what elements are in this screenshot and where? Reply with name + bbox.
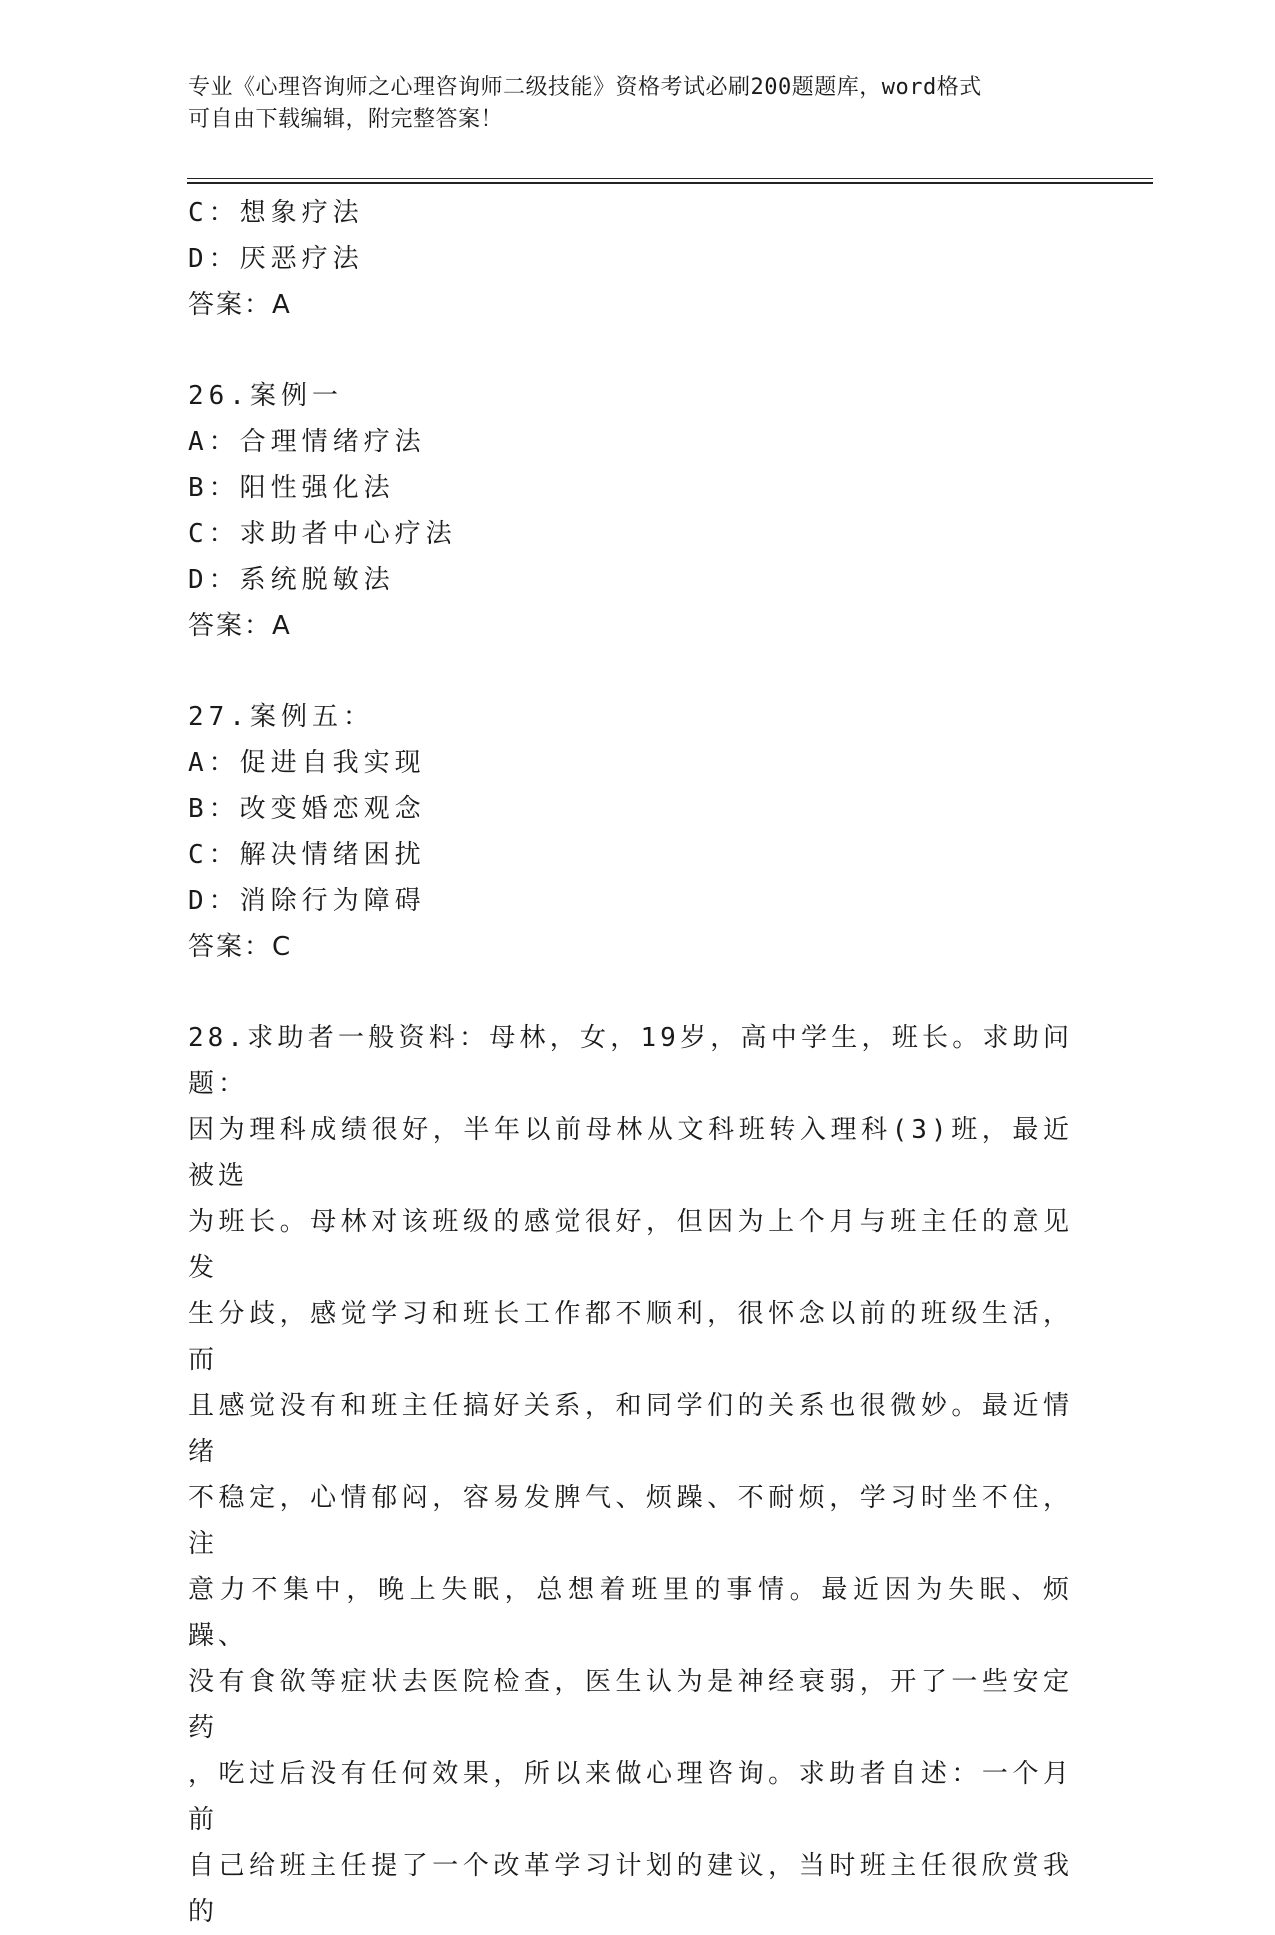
question-28-line: 不稳定，心情郁闷，容易发脾气、烦躁、不耐烦，学习时坐不住，注 [188,1483,1073,1559]
question-28-line: 28.求助者一般资料：母林，女，19岁，高中学生，班长。求助问题： [188,1023,1073,1099]
header-divider-thin [187,178,1153,179]
option-c: C：想象疗法 [188,198,364,228]
question-28 [188,1015,1073,1935]
answer-line: 答案：A [188,290,292,320]
option-a: A：促进自我实现 [188,748,426,778]
question-28-line: 因为理科成绩很好，半年以前母林从文科班转入理科(3)班，最近被选 [188,1115,1073,1191]
header-divider-thick [187,182,1153,184]
question-28-line: 为班长。母林对该班级的感觉很好，但因为上个月与班主任的意见发 [188,1207,1073,1283]
question-28-line: 意力不集中，晚上失眠，总想着班里的事情。最近因为失眠、烦躁、 [188,1575,1073,1651]
option-d: D：消除行为障碍 [188,886,426,916]
option-b: B：改变婚恋观念 [188,794,426,824]
question-26 [188,373,1078,649]
question-28-line: 自己给班主任提了一个改革学习计划的建议，当时班主任很欣赏我的 [188,1851,1073,1927]
header-title-line-2: 可自由下载编辑，附完整答案！ [188,107,504,132]
question-28-line: 且感觉没有和班主任搞好关系，和同学们的关系也很微妙。最近情绪 [188,1391,1073,1467]
option-d: D：厌恶疗法 [188,244,364,274]
header-title-line-1: 专业《心理咨询师之心理咨询师二级技能》资格考试必刷200题题库，word格式 [188,75,982,100]
option-d: D：系统脱敏法 [188,565,395,595]
question-stem: 27.案例五： [188,702,374,732]
option-c: C：解决情绪困扰 [188,840,426,870]
option-c: C：求助者中心疗法 [188,519,457,549]
option-b: B：阳性强化法 [188,473,395,503]
option-a: A：合理情绪疗法 [188,427,426,457]
question-28-line: ，吃过后没有任何效果，所以来做心理咨询。求助者自述：一个月前 [188,1759,1073,1835]
question-list [188,190,1078,1935]
document-header [188,72,1068,136]
question-28-line: 生分歧，感觉学习和班长工作都不顺利，很怀念以前的班级生活，而 [188,1299,1073,1375]
answer-line: 答案：A [188,611,292,641]
question-28-line: 没有食欲等症状去医院检查，医生认为是神经衰弱，开了一些安定药 [188,1667,1073,1743]
answer-line: 答案：C [188,932,293,962]
question-27 [188,694,1078,970]
question-25-tail [188,190,1078,328]
question-stem: 26.案例一 [188,381,343,411]
